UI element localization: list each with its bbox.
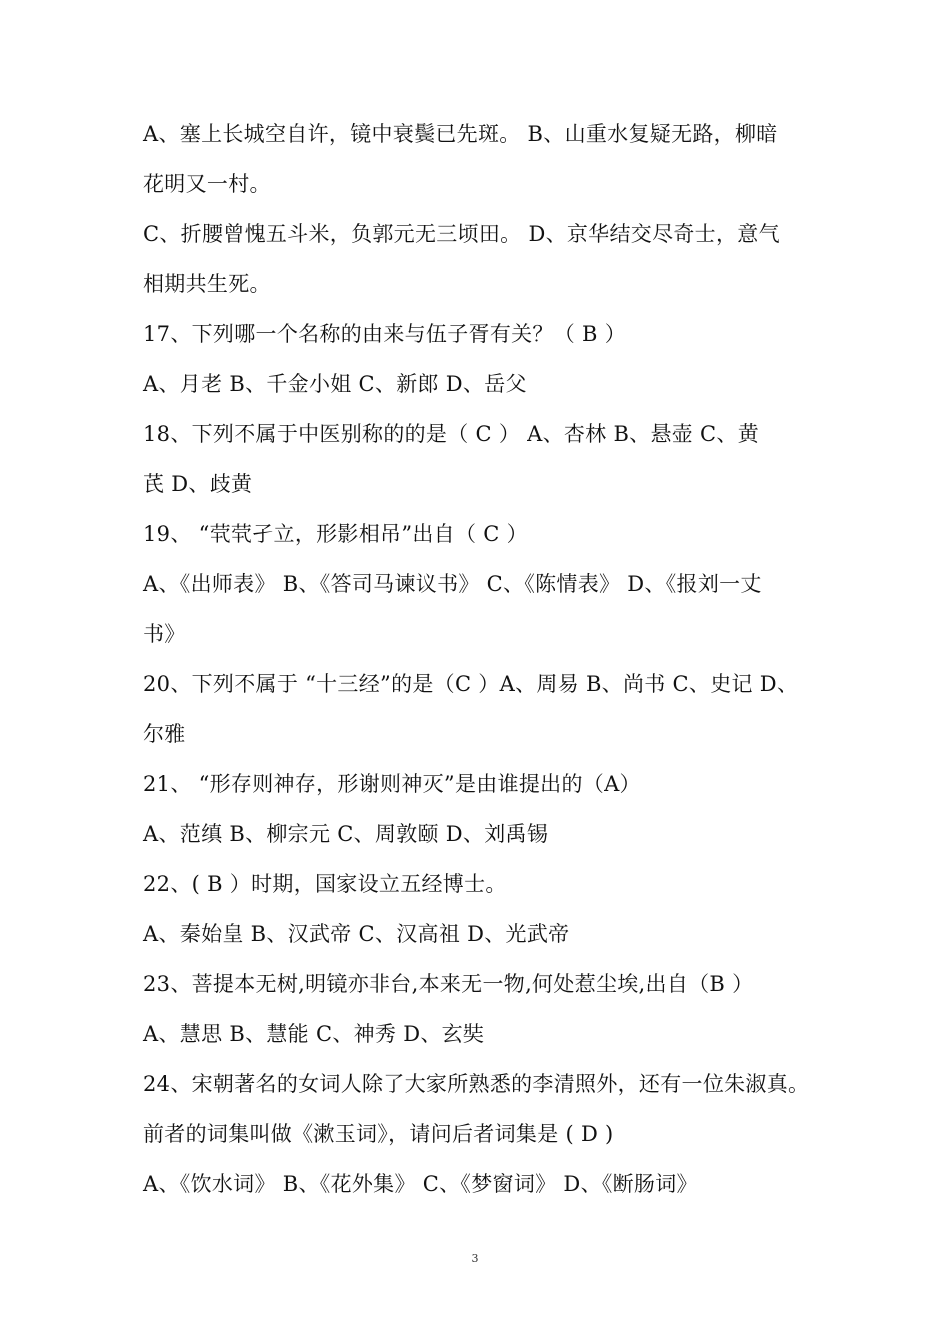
question-24: 24、宋朝著名的女词人除了大家所熟悉的李清照外，还有一位朱淑真。: [143, 1072, 810, 1096]
text-line: A、范缜 B、柳宗元 C、周敦颐 D、刘禹锡: [143, 822, 549, 846]
text-line: 相期共生死。: [143, 272, 271, 296]
text-line: 书》: [143, 622, 186, 646]
text-line: A、《出师表》 B、《答司马谏议书》 C、《陈情表》 D、《报刘一丈: [143, 572, 762, 596]
question-22: 22、( B ）时期，国家设立五经博士。: [143, 872, 507, 896]
text-line: A、慧思 B、慧能 C、神秀 D、玄奘: [143, 1022, 485, 1046]
text-line: 前者的词集叫做《漱玉词》，请问后者词集是 ( D ): [143, 1122, 614, 1146]
text-line: C、折腰曾愧五斗米，负郭元无三顷田。 D、京华结交尽奇士，意气: [143, 222, 780, 246]
question-17: 17、下列哪一个名称的由来与伍子胥有关？（ B ）: [143, 322, 627, 346]
question-20: 20、下列不属于 “十三经”的是（C ）A、周易 B、尚书 C、史记 D、: [143, 672, 799, 696]
question-18: 18、下列不属于中医别称的的是（ C ） A、杏林 B、悬壶 C、黄: [143, 422, 760, 446]
page-number: 3: [471, 1252, 479, 1265]
question-21: 21、 “形存则神存，形谢则神灭”是由谁提出的（A）: [143, 772, 641, 796]
text-line: 尔雅: [143, 722, 186, 746]
question-23: 23、菩提本无树,明镜亦非台,本来无一物,何处惹尘埃,出自（B ）: [143, 972, 754, 996]
text-line: 花明又一村。: [143, 172, 271, 196]
text-line: A、《饮水词》 B、《花外集》 C、《梦窗词》 D、《断肠词》: [143, 1172, 698, 1196]
text-line: 芪 D、歧黄: [143, 472, 253, 496]
text-line: A、秦始皇 B、汉武帝 C、汉高祖 D、光武帝: [143, 922, 570, 946]
question-19: 19、 “茕茕孑立，形影相吊”出自（ C ）: [143, 522, 528, 546]
text-line: A、塞上长城空自许，镜中衰鬓已先斑。 B、山重水复疑无路，柳暗: [143, 122, 778, 146]
text-line: A、月老 B、千金小姐 C、新郎 D、岳父: [143, 372, 527, 396]
